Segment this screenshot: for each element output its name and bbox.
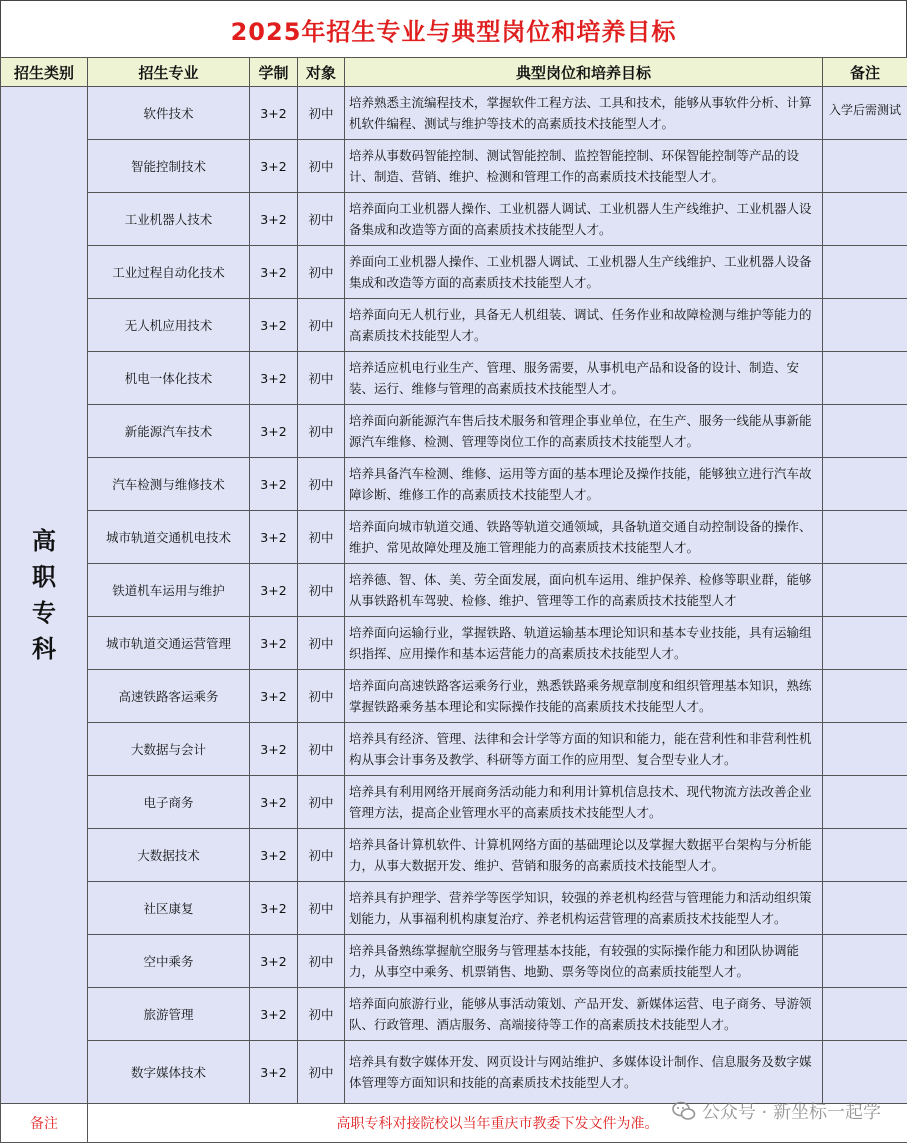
note-cell [823,1041,907,1104]
target-cell: 初中 [298,352,345,405]
target-cell: 初中 [298,193,345,246]
header-goal: 典型岗位和培养目标 [345,58,823,87]
duration-cell: 3+2 [250,829,298,882]
wechat-icon [672,1101,696,1121]
goal-cell: 培养熟悉主流编程技术，掌握软件工程方法、工具和技术，能够从事软件分析、计算机软件编程、测试与维护等技术的高素质技术技能型人才。 [345,87,823,140]
goal-cell: 养面向工业机器人操作、工业机器人调试、工业机器人生产线维护、工业机器人设备集成和改造等方面的高素质技术技能型人才。 [345,246,823,299]
header-target: 对象 [298,58,345,87]
duration-cell: 3+2 [250,776,298,829]
goal-cell: 培养面向旅游行业，能够从事活动策划、产品开发、新媒体运营、电子商务、导游领队、行政管理、酒店服务、高端接待等工作的高素质技术技能型人才。 [345,988,823,1041]
target-cell: 初中 [298,1041,345,1104]
target-cell: 初中 [298,617,345,670]
footer-label: 备注 [1,1104,88,1143]
duration-cell: 3+2 [250,670,298,723]
table-row [1,935,907,988]
target-cell: 初中 [298,299,345,352]
major-cell: 无人机应用技术 [88,299,250,352]
note-cell [823,723,907,776]
note-cell [823,511,907,564]
goal-cell: 培养面向新能源汽车售后技术服务和管理企事业单位，在生产、服务一线能从事新能源汽车维修、检测、管理等岗位工作的高素质技术技能型人才。 [345,405,823,458]
major-cell: 高速铁路客运乘务 [88,670,250,723]
target-cell: 初中 [298,935,345,988]
major-cell: 城市轨道交通机电技术 [88,511,250,564]
header-row [1,58,907,87]
table-row [1,511,907,564]
duration-cell: 3+2 [250,193,298,246]
note-cell [823,193,907,246]
duration-cell: 3+2 [250,299,298,352]
table-row [1,193,907,246]
target-cell: 初中 [298,458,345,511]
table-row [1,458,907,511]
major-cell: 工业过程自动化技术 [88,246,250,299]
table-body [1,87,907,1104]
goal-cell: 培养具有数字媒体开发、网页设计与网站维护、多媒体设计制作、信息服务及数字媒体管理等方面知识和技能的高素质技术技能型人才。 [345,1041,823,1104]
note-cell [823,564,907,617]
target-cell: 初中 [298,670,345,723]
header-note: 备注 [823,58,907,87]
major-cell: 城市轨道交通运营管理 [88,617,250,670]
target-cell: 初中 [298,87,345,140]
goal-cell: 培养具有经济、管理、法律和会计学等方面的知识和能力，能在营利性和非营利性机构从事会计事务及教学、科研等方面工作的应用型、复合型专业人才。 [345,723,823,776]
goal-cell: 培养从事数码智能控制、测试智能控制、监控智能控制、环保智能控制等产品的设计、制造、营销、维护、检测和管理工作的高素质技术技能型人才。 [345,140,823,193]
target-cell: 初中 [298,723,345,776]
header-duration: 学制 [250,58,298,87]
table-row [1,352,907,405]
target-cell: 初中 [298,246,345,299]
table-row [1,988,907,1041]
major-cell: 软件技术 [88,87,250,140]
goal-cell: 培养面向工业机器人操作、工业机器人调试、工业机器人生产线维护、工业机器人设备集成和改造等方面的高素质技术技能型人才。 [345,193,823,246]
table-row [1,723,907,776]
goal-cell: 培养适应机电行业生产、管理、服务需要，从事机电产品和设备的设计、制造、安装、运行、维修与管理的高素质技术技能型人才。 [345,352,823,405]
note-cell [823,617,907,670]
target-cell: 初中 [298,776,345,829]
table-row [1,1041,907,1104]
note-cell [823,246,907,299]
header-category: 招生类别 [1,58,88,87]
duration-cell: 3+2 [250,935,298,988]
duration-cell: 3+2 [250,1041,298,1104]
table-row [1,617,907,670]
table-row [1,140,907,193]
table-row [1,564,907,617]
major-cell: 社区康复 [88,882,250,935]
table-row [1,829,907,882]
note-cell [823,882,907,935]
table-row [1,246,907,299]
note-cell [823,935,907,988]
duration-cell: 3+2 [250,352,298,405]
category-char: 专 [32,599,56,627]
watermark-text: 公众号 · 新坐标一起学 [701,1102,881,1123]
goal-cell: 培养具备汽车检测、维修、运用等方面的基本理论及操作技能，能够独立进行汽车故障诊断、维修工作的高素质技术技能型人才。 [345,458,823,511]
duration-cell: 3+2 [250,617,298,670]
category-char: 科 [32,635,56,663]
note-cell [823,776,907,829]
major-cell: 大数据与会计 [88,723,250,776]
table-row [1,882,907,935]
duration-cell: 3+2 [250,988,298,1041]
duration-cell: 3+2 [250,564,298,617]
goal-cell: 培养具备熟练掌握航空服务与管理基本技能，有较强的实际操作能力和团队协调能力，从事空中乘务、机票销售、地勤、票务等岗位的高素质技能型人才。 [345,935,823,988]
goal-cell: 培养面向无人机行业，具备无人机组装、调试、任务作业和故障检测与维护等能力的高素质技术技能型人才。 [345,299,823,352]
major-cell: 数字媒体技术 [88,1041,250,1104]
goal-cell: 培养面向城市轨道交通、铁路等轨道交通领域，具备轨道交通自动控制设备的操作、维护、常见故障处理及施工管理能力的高素质技术技能型人才。 [345,511,823,564]
duration-cell: 3+2 [250,882,298,935]
note-cell [823,140,907,193]
note-cell [823,299,907,352]
target-cell: 初中 [298,140,345,193]
major-cell: 新能源汽车技术 [88,405,250,458]
note-cell [823,829,907,882]
watermark [672,1098,881,1124]
goal-cell: 培养面向运输行业，掌握铁路、轨道运输基本理论知识和基本专业技能，具有运输组织指挥、应用操作和基本运营能力的高素质技术技能型人才。 [345,617,823,670]
table-row [1,87,907,140]
duration-cell: 3+2 [250,140,298,193]
note-cell: 入学后需测试 [823,87,907,140]
goal-cell: 培养具备计算机软件、计算机网络方面的基础理论以及掌握大数据平台架构与分析能力，从事大数据开发、维护、营销和服务的高素质技术技能型人才。 [345,829,823,882]
note-cell [823,670,907,723]
majors-table [0,57,907,1143]
goal-cell: 培养具有护理学、营养学等医学知识，较强的养老机构经营与管理能力和活动组织策划能力，从事福利机构康复治疗、养老机构运营管理的高素质技术技能型人才。 [345,882,823,935]
target-cell: 初中 [298,988,345,1041]
major-cell: 铁道机车运用与维护 [88,564,250,617]
category-char: 职 [32,563,56,591]
target-cell: 初中 [298,564,345,617]
category-char: 高 [32,527,56,555]
header-major: 招生专业 [88,58,250,87]
major-cell: 工业机器人技术 [88,193,250,246]
table-row [1,670,907,723]
major-cell: 电子商务 [88,776,250,829]
duration-cell: 3+2 [250,511,298,564]
note-cell [823,458,907,511]
duration-cell: 3+2 [250,405,298,458]
goal-cell: 培养具有利用网络开展商务活动能力和利用计算机信息技术、现代物流方法改善企业管理方法，提高企业管理水平的高素质技术技能型人才。 [345,776,823,829]
duration-cell: 3+2 [250,246,298,299]
major-cell: 智能控制技术 [88,140,250,193]
major-cell: 大数据技术 [88,829,250,882]
major-cell: 机电一体化技术 [88,352,250,405]
table-row [1,299,907,352]
note-cell [823,405,907,458]
note-cell [823,988,907,1041]
major-cell: 汽车检测与维修技术 [88,458,250,511]
duration-cell: 3+2 [250,87,298,140]
table-row [1,776,907,829]
goal-cell: 培养面向高速铁路客运乘务行业，熟悉铁路乘务规章制度和组织管理基本知识，熟练掌握铁路乘务基本理论和实际操作技能的高素质技术技能型人才。 [345,670,823,723]
category-cell [1,87,88,1104]
major-cell: 空中乘务 [88,935,250,988]
target-cell: 初中 [298,882,345,935]
duration-cell: 3+2 [250,723,298,776]
duration-cell: 3+2 [250,458,298,511]
goal-cell: 培养德、智、体、美、劳全面发展，面向机车运用、维护保养、检修等职业群，能够从事铁路机车驾驶、检修、维护、管理等工作的高素质技术技能型人才 [345,564,823,617]
footer-text: 高职专科对接院校以当年重庆市教委下发文件为准。 [88,1104,907,1143]
target-cell: 初中 [298,511,345,564]
target-cell: 初中 [298,829,345,882]
table-row [1,405,907,458]
major-cell: 旅游管理 [88,988,250,1041]
page-title: 2025年招生专业与典型岗位和培养目标 [0,0,907,58]
note-cell [823,352,907,405]
target-cell: 初中 [298,405,345,458]
